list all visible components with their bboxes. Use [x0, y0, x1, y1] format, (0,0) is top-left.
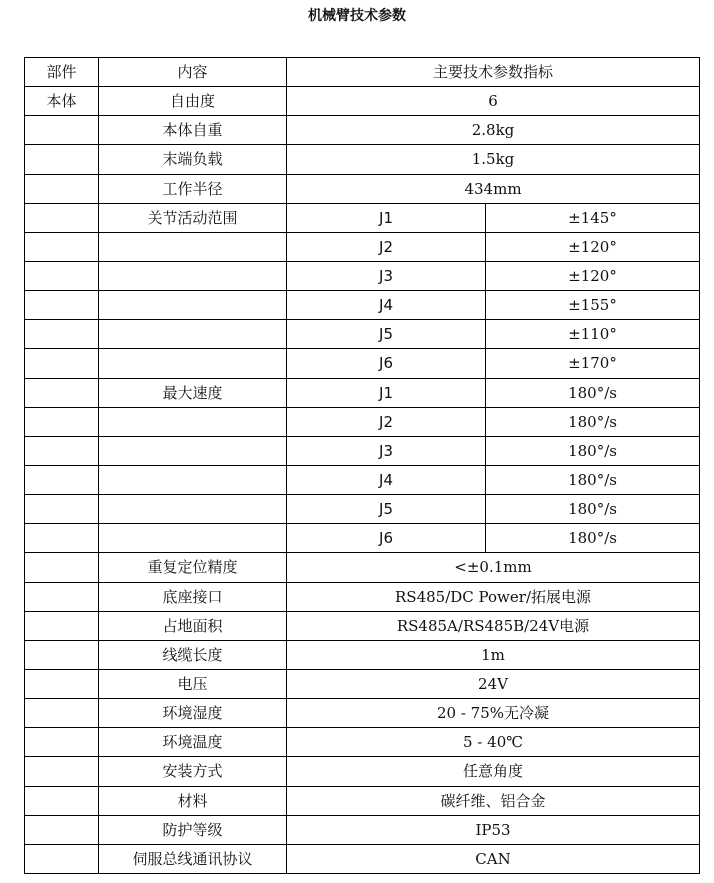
joint-name: J3 [287, 261, 486, 290]
part-cell-empty [25, 495, 99, 524]
table-row [25, 232, 700, 261]
part-cell-empty [25, 728, 99, 757]
table-row [25, 815, 700, 844]
spec-table [24, 57, 700, 874]
joint-value: 180°/s [486, 436, 700, 465]
part-cell-empty [25, 291, 99, 320]
row-label: 材料 [99, 786, 287, 815]
row-value: 1.5kg [287, 145, 700, 174]
table-row [25, 524, 700, 553]
part-cell-empty [25, 436, 99, 465]
row-label: 安装方式 [99, 757, 287, 786]
row-label: 防护等级 [99, 815, 287, 844]
row-label: 底座接口 [99, 582, 287, 611]
table-row [25, 145, 700, 174]
joint-name: J5 [287, 320, 486, 349]
row-label: 伺服总线通讯协议 [99, 844, 287, 873]
row-value: RS485A/RS485B/24V电源 [287, 611, 700, 640]
joint-name: J2 [287, 407, 486, 436]
row-label: 最大速度 [99, 378, 287, 407]
table-row [25, 728, 700, 757]
part-cell-empty [25, 669, 99, 698]
part-cell: 本体 [25, 87, 99, 116]
row-value: 20 - 75%无冷凝 [287, 699, 700, 728]
row-label: 关节活动范围 [99, 203, 287, 232]
document-title: 机械臂技术参数 [308, 8, 406, 24]
part-cell-empty [25, 844, 99, 873]
joint-value: 180°/s [486, 378, 700, 407]
joint-name: J1 [287, 378, 486, 407]
part-cell-empty [25, 524, 99, 553]
row-label: 工作半径 [99, 174, 287, 203]
part-cell-empty [25, 786, 99, 815]
joint-value: 180°/s [486, 465, 700, 494]
table-row [25, 261, 700, 290]
part-cell-empty [25, 465, 99, 494]
table-row [25, 320, 700, 349]
row-label: 本体自重 [99, 116, 287, 145]
header-part: 部件 [25, 58, 99, 87]
table-row [25, 87, 700, 116]
part-cell-empty [25, 378, 99, 407]
row-label: 重复定位精度 [99, 553, 287, 582]
part-cell-empty [25, 203, 99, 232]
label-cell-empty [99, 524, 287, 553]
joint-value: ±155° [486, 291, 700, 320]
joint-name: J1 [287, 203, 486, 232]
table-row [25, 174, 700, 203]
label-cell-empty [99, 465, 287, 494]
table-row [25, 495, 700, 524]
table-row [25, 465, 700, 494]
row-value: 24V [287, 669, 700, 698]
joint-value: 180°/s [486, 524, 700, 553]
joint-name: J5 [287, 495, 486, 524]
joint-name: J2 [287, 232, 486, 261]
part-cell-empty [25, 116, 99, 145]
label-cell-empty [99, 349, 287, 378]
table-row [25, 640, 700, 669]
joint-value: ±110° [486, 320, 700, 349]
table-header-row [25, 58, 700, 87]
joint-name: J4 [287, 291, 486, 320]
label-cell-empty [99, 261, 287, 290]
part-cell-empty [25, 174, 99, 203]
joint-name: J3 [287, 436, 486, 465]
part-cell-empty [25, 232, 99, 261]
joint-value: 180°/s [486, 407, 700, 436]
part-cell-empty [25, 320, 99, 349]
part-cell-empty [25, 261, 99, 290]
joint-name: J4 [287, 465, 486, 494]
table-row [25, 116, 700, 145]
row-value: 1m [287, 640, 700, 669]
part-cell-empty [25, 582, 99, 611]
part-cell-empty [25, 757, 99, 786]
joint-value: ±145° [486, 203, 700, 232]
table-row [25, 407, 700, 436]
row-label: 线缆长度 [99, 640, 287, 669]
row-label: 末端负载 [99, 145, 287, 174]
label-cell-empty [99, 495, 287, 524]
table-row [25, 844, 700, 873]
part-cell-empty [25, 553, 99, 582]
table-row [25, 349, 700, 378]
table-row [25, 378, 700, 407]
label-cell-empty [99, 291, 287, 320]
part-cell-empty [25, 145, 99, 174]
row-value: 6 [287, 87, 700, 116]
part-cell-empty [25, 349, 99, 378]
table-row [25, 203, 700, 232]
table-row [25, 757, 700, 786]
row-value: 434mm [287, 174, 700, 203]
row-value: <±0.1mm [287, 553, 700, 582]
part-cell-empty [25, 699, 99, 728]
row-value: IP53 [287, 815, 700, 844]
table-row [25, 669, 700, 698]
table-row [25, 436, 700, 465]
table-row [25, 582, 700, 611]
table-row [25, 699, 700, 728]
label-cell-empty [99, 407, 287, 436]
table-row [25, 611, 700, 640]
row-value: 任意角度 [287, 757, 700, 786]
part-cell-empty [25, 640, 99, 669]
part-cell-empty [25, 407, 99, 436]
row-value: 碳纤维、铝合金 [287, 786, 700, 815]
part-cell-empty [25, 611, 99, 640]
joint-value: ±120° [486, 261, 700, 290]
joint-value: ±120° [486, 232, 700, 261]
header-content: 内容 [99, 58, 287, 87]
row-label: 环境温度 [99, 728, 287, 757]
table-row [25, 291, 700, 320]
label-cell-empty [99, 436, 287, 465]
part-cell-empty [25, 815, 99, 844]
row-value: 5 - 40℃ [287, 728, 700, 757]
row-label: 自由度 [99, 87, 287, 116]
row-label: 占地面积 [99, 611, 287, 640]
table-row [25, 553, 700, 582]
label-cell-empty [99, 232, 287, 261]
joint-value: ±170° [486, 349, 700, 378]
joint-name: J6 [287, 349, 486, 378]
joint-name: J6 [287, 524, 486, 553]
label-cell-empty [99, 320, 287, 349]
row-label: 电压 [99, 669, 287, 698]
row-value: 2.8kg [287, 116, 700, 145]
joint-value: 180°/s [486, 495, 700, 524]
row-value: CAN [287, 844, 700, 873]
header-spec: 主要技术参数指标 [287, 58, 700, 87]
table-row [25, 786, 700, 815]
row-value: RS485/DC Power/拓展电源 [287, 582, 700, 611]
row-label: 环境湿度 [99, 699, 287, 728]
